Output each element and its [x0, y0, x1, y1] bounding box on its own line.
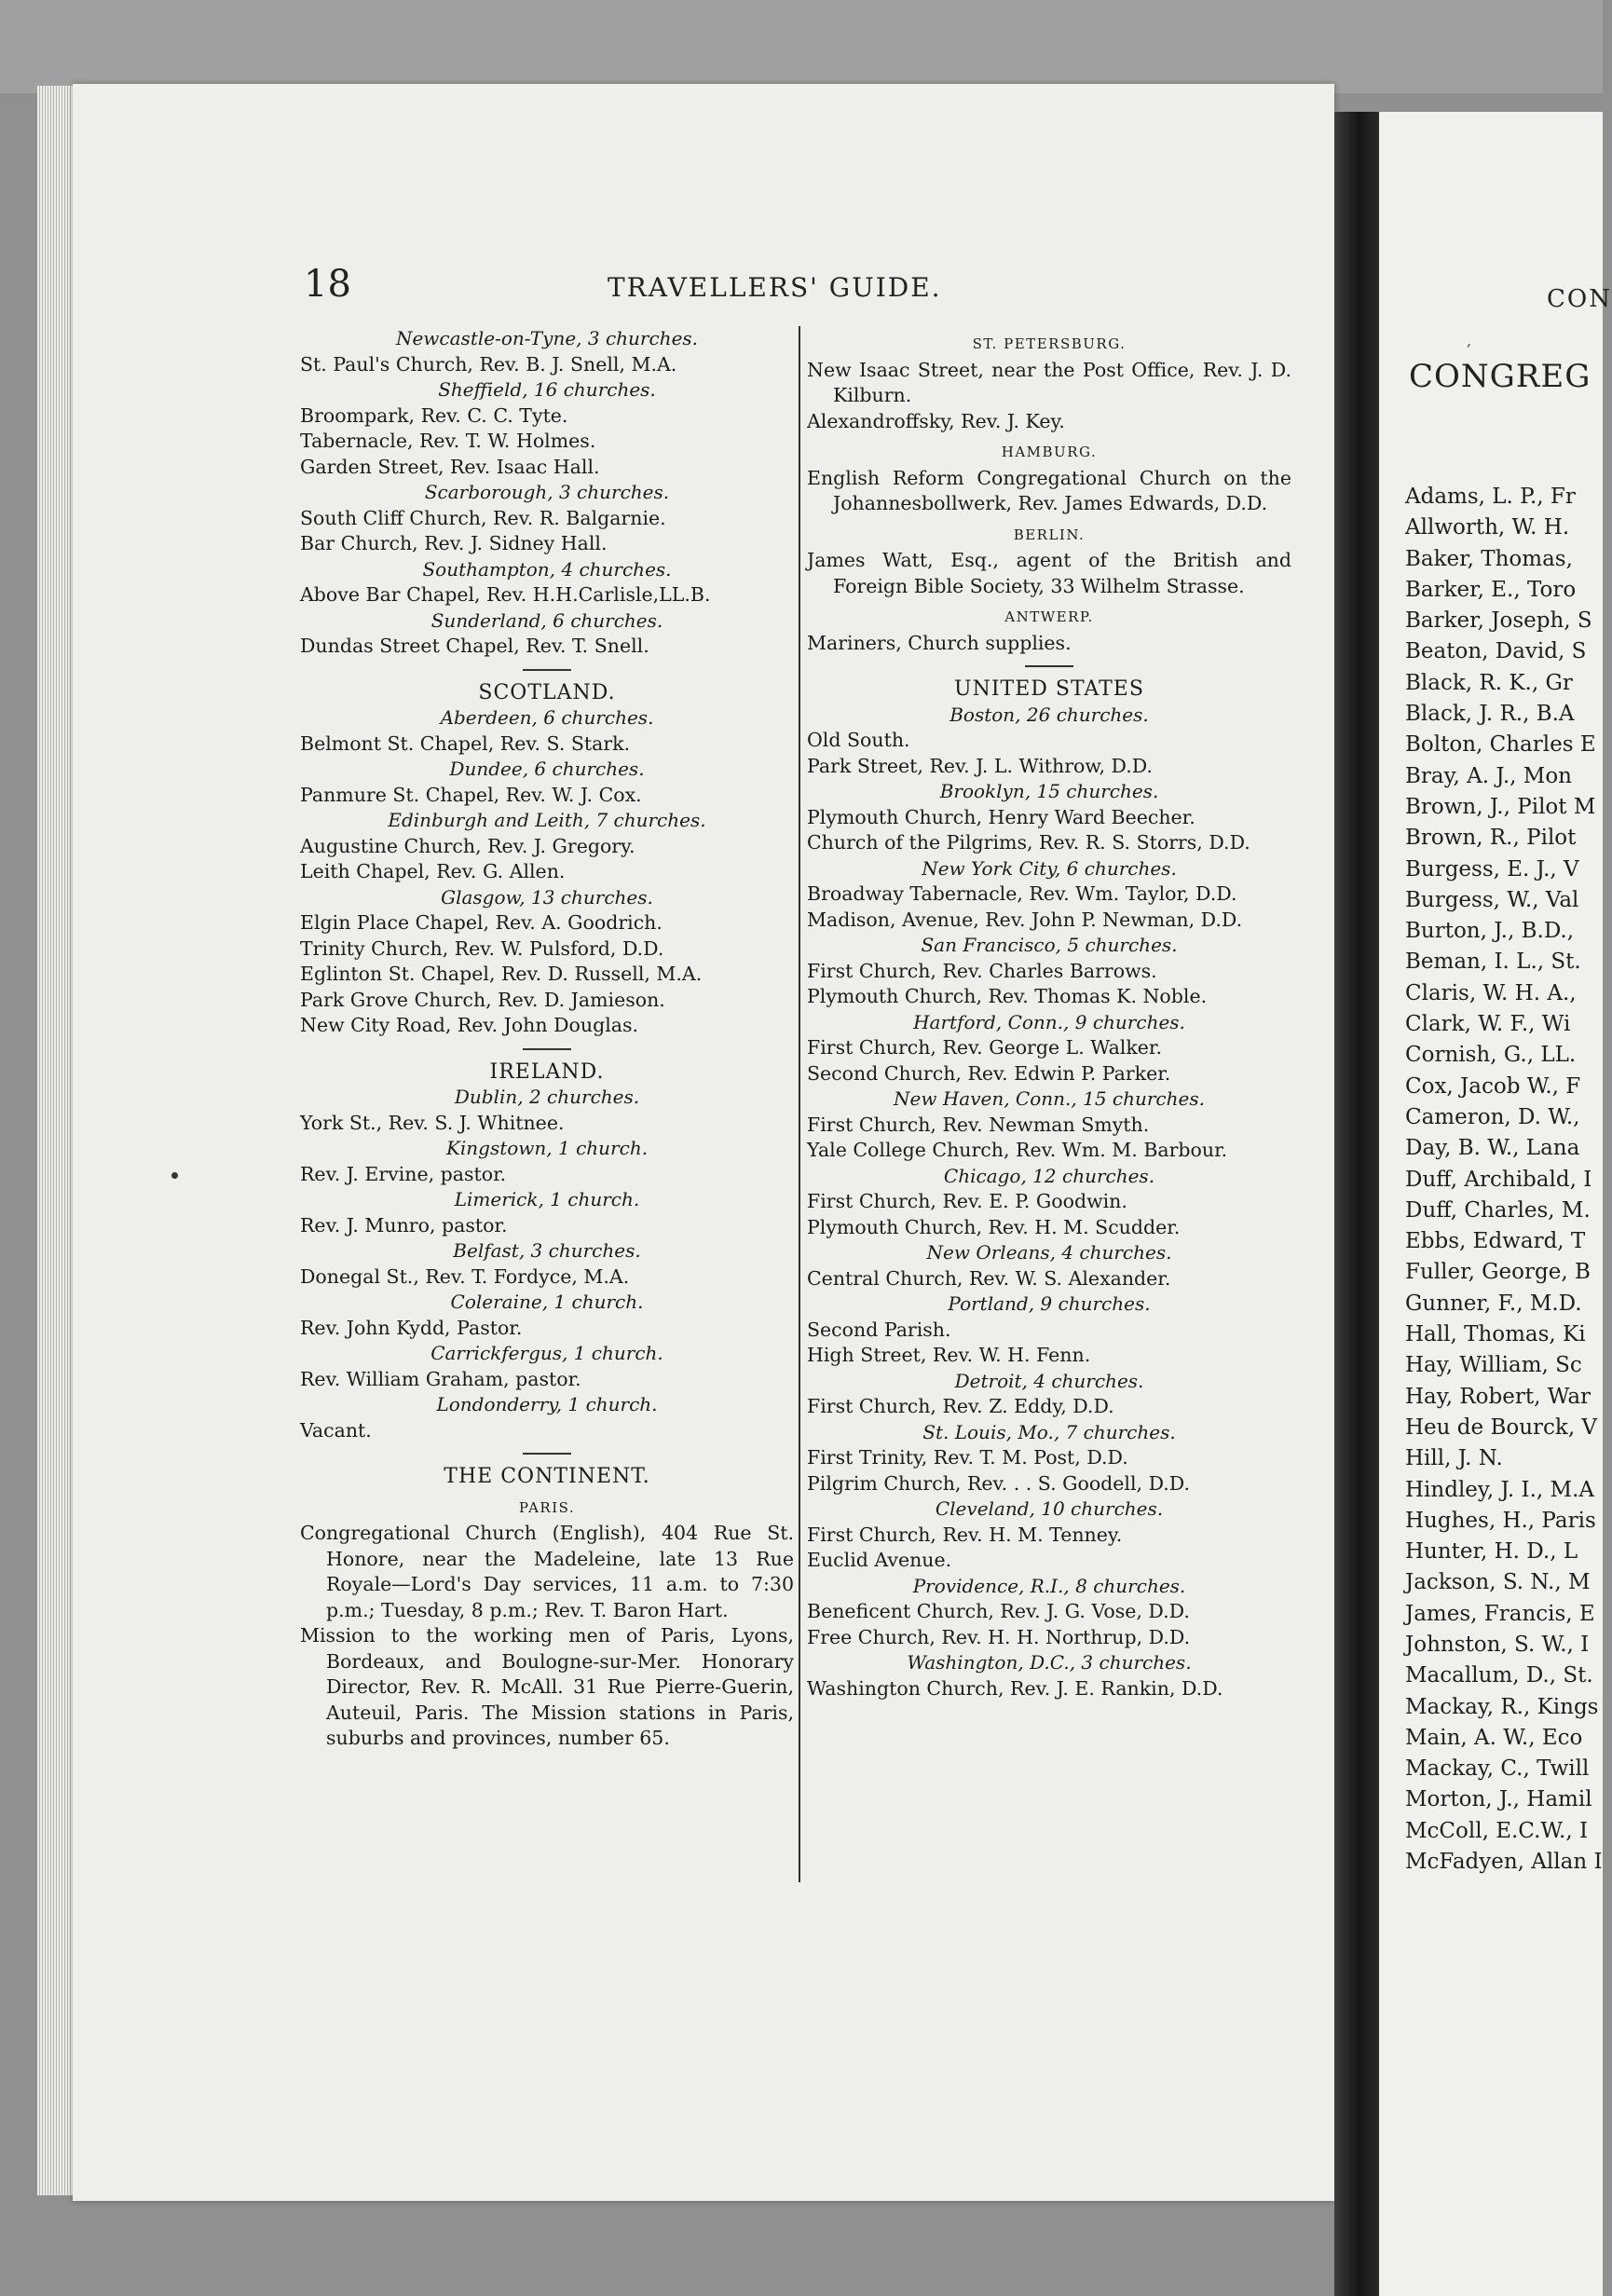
church-entry: Church of the Pilgrims, Rev. R. S. Storrs, D.D. [807, 831, 1250, 854]
city-heading: Detroit, 4 churches. [954, 1369, 1144, 1392]
church-entry: Garden Street, Rev. Isaac Hall. [300, 455, 600, 478]
church-entry: First Church, Rev. E. P. Goodwin. [807, 1190, 1127, 1212]
city-heading: Portland, 9 churches. [948, 1292, 1151, 1315]
church-entry: Eglinton St. Chapel, Rev. D. Russell, M.A. [300, 963, 703, 985]
minister-name: James, Francis, E [1405, 1601, 1595, 1626]
page-number: 18 [304, 263, 351, 306]
church-entry: Alexandroffsky, Rev. J. Key. [807, 409, 1065, 432]
minister-name: Burton, J., B.D., [1405, 919, 1575, 944]
church-entry: First Church, Rev. Charles Barrows. [807, 959, 1157, 982]
church-entry: South Cliff Church, Rev. R. Balgarnie. [300, 506, 666, 529]
ink-spot [171, 1172, 178, 1179]
section-heading: SCOTLAND. [478, 680, 616, 704]
church-entry: Elgin Place Chapel, Rev. A. Goodrich. [300, 911, 663, 934]
city-heading: Belfast, 3 churches. [453, 1239, 641, 1262]
city-subheading: ST. PETERSBURG. [972, 335, 1127, 352]
church-entry: Above Bar Chapel, Rev. H.H.Carlisle,LL.B. [300, 583, 711, 606]
minister-name: Macallum, D., St. [1405, 1663, 1593, 1688]
minister-name: Gunner, F., M.D. [1405, 1291, 1582, 1316]
section-rule [523, 669, 571, 671]
church-entry: York St., Rev. S. J. Whitnee. [300, 1111, 565, 1134]
city-subheading: PARIS. [518, 1498, 576, 1516]
minister-name: Cameron, D. W., [1405, 1104, 1580, 1129]
church-entry: Tabernacle, Rev. T. W. Holmes. [300, 430, 596, 452]
church-entry: Donegal St., Rev. T. Fordyce, M.A. [300, 1264, 630, 1288]
church-entry: Rev. J. Munro, pastor. [300, 1213, 508, 1237]
city-heading: San Francisco, 5 churches. [921, 934, 1178, 956]
minister-name: Hay, William, Sc [1405, 1353, 1582, 1378]
city-heading: Sunderland, 6 churches. [430, 608, 663, 632]
minister-name: Hunter, H. D., L [1405, 1539, 1578, 1565]
minister-name: Brown, R., Pilot [1405, 826, 1577, 851]
minister-name: Hall, Thomas, Ki [1405, 1322, 1586, 1347]
church-entry: Broadway Tabernacle, Rev. Wm. Taylor, D.D. [807, 882, 1237, 905]
minister-name: Barker, Joseph, S [1405, 608, 1592, 634]
minister-name: Allworth, W. H. [1405, 515, 1570, 540]
church-entry: St. Paul's Church, Rev. B. J. Snell, M.A. [300, 352, 677, 376]
city-heading: New York City, 6 churches. [922, 856, 1177, 880]
city-heading: Boston, 26 churches. [949, 703, 1149, 726]
minister-name: Brown, J., Pilot M [1405, 794, 1596, 819]
church-entry: Park Grove Church, Rev. D. Jamieson. [300, 988, 665, 1011]
city-heading: Cleveland, 10 churches. [935, 1497, 1164, 1520]
city-heading: Kingstown, 1 church. [445, 1137, 649, 1159]
minister-name: Ebbs, Edward, T [1405, 1229, 1586, 1254]
city-heading: Dundee, 6 churches. [449, 758, 645, 780]
city-heading: Scarborough, 3 churches. [424, 481, 670, 503]
church-entry: Yale College Church, Rev. Wm. M. Barbour. [807, 1139, 1228, 1161]
church-entry: Rev. J. Ervine, pastor. [300, 1162, 507, 1185]
minister-name: Day, B. W., Lana [1405, 1136, 1580, 1161]
minister-name: Hay, Robert, War [1405, 1384, 1592, 1409]
minister-name: Duff, Archibald, I [1405, 1167, 1592, 1192]
section-rule [1025, 665, 1073, 667]
city-heading: Southampton, 4 churches. [422, 557, 672, 581]
minister-name: Mackay, R., Kings [1405, 1694, 1599, 1719]
church-entry: Plymouth Church, Rev. Thomas K. Noble. [807, 985, 1208, 1007]
church-entry: Augustine Church, Rev. J. Gregory. [300, 834, 635, 857]
church-entry: Euclid Avenue. [807, 1549, 952, 1571]
church-entry: Central Church, Rev. W. S. Alexander. [807, 1266, 1171, 1290]
church-entry: Broompark, Rev. C. C. Tyte. [300, 403, 568, 427]
minister-name: Clark, W. F., Wi [1405, 1012, 1571, 1037]
church-entry: Washington Church, Rev. J. E. Rankin, D.D. [807, 1676, 1223, 1700]
section-heading: IRELAND. [489, 1059, 605, 1084]
city-heading: Dublin, 2 churches. [454, 1086, 640, 1108]
church-entry: James Watt, Esq., agent of the British and Foreign Bible Society, 33 Wilhelm Strasse. [807, 549, 1291, 597]
minister-name: Cornish, G., LL. [1405, 1043, 1577, 1068]
column-divider [799, 326, 800, 1882]
minister-name: Duff, Charles, M. [1405, 1197, 1591, 1223]
minister-name: Burgess, E. J., V [1405, 856, 1579, 882]
minister-name: Jackson, S. N., M [1405, 1570, 1591, 1595]
city-heading: Chicago, 12 churches. [943, 1164, 1155, 1187]
minister-name: Black, J. R., B.A [1405, 702, 1575, 727]
minister-name: Cox, Jacob W., F [1405, 1073, 1581, 1099]
minister-name: Beman, I. L., St. [1405, 950, 1581, 975]
church-entry: Belmont St. Chapel, Rev. S. Stark. [300, 731, 631, 755]
section-rule [523, 1048, 571, 1050]
minister-name: Baker, Thomas, [1405, 546, 1573, 571]
church-entry: Congregational Church (English), 404 Rue St. Honore, near the Madeleine, late 13 Rue Royale—Lord's Day services, 11 a.m. to 7:30 p.m.; Tuesday, 8 p.m.; Rev. T. Baron Hart. [300, 1522, 794, 1621]
church-entry: Dundas Street Chapel, Rev. T. Snell. [300, 635, 649, 657]
minister-name: Black, R. K., Gr [1405, 670, 1573, 695]
church-entry: First Church, Rev. Newman Smyth. [807, 1113, 1150, 1136]
city-heading: Brooklyn, 15 churches. [939, 780, 1159, 802]
church-entry: Second Parish. [807, 1318, 951, 1341]
church-entry: First Church, Rev. George L. Walker. [807, 1036, 1162, 1059]
church-entry: Second Church, Rev. Edwin P. Parker. [807, 1061, 1171, 1085]
section-heading: UNITED STATES [954, 677, 1144, 701]
minister-name: Mackay, C., Twill [1405, 1756, 1590, 1782]
church-entry: Rev. William Graham, pastor. [300, 1367, 581, 1390]
right-page-name-list [1405, 482, 1603, 1878]
minister-name: Main, A. W., Eco [1405, 1725, 1583, 1750]
church-entry: Beneficent Church, Rev. J. G. Vose, D.D. [807, 1600, 1190, 1622]
minister-name: Adams, L. P., Fr [1405, 485, 1576, 509]
book-gutter [1334, 112, 1379, 2296]
church-entry: Plymouth Church, Rev. H. M. Scudder. [807, 1215, 1181, 1238]
minister-name: Beaton, David, S [1405, 639, 1587, 664]
minister-name: Barker, E., Toro [1405, 577, 1577, 602]
church-entry: Madison, Avenue, Rev. John P. Newman, D.D. [807, 908, 1243, 931]
city-heading: Edinburgh and Leith, 7 churches. [388, 809, 706, 831]
minister-name: Morton, J., Hamil [1405, 1787, 1592, 1812]
city-heading: Carrickfergus, 1 church. [430, 1342, 663, 1364]
church-entry: Mariners, Church supplies. [807, 631, 1072, 654]
city-subheading: BERLIN. [1013, 526, 1086, 543]
city-heading: Limerick, 1 church. [454, 1188, 640, 1210]
church-entry: Vacant. [300, 1418, 372, 1442]
minister-name: Bolton, Charles E [1405, 732, 1596, 758]
minister-name: McFadyen, Allan I [1405, 1850, 1603, 1875]
church-entry: Plymouth Church, Henry Ward Beecher. [807, 805, 1195, 828]
city-heading: Sheffield, 16 churches. [438, 378, 656, 401]
church-entry: First Church, Rev. H. M. Tenney. [807, 1523, 1123, 1546]
church-entry: First Church, Rev. Z. Eddy, D.D. [807, 1395, 1114, 1417]
city-heading: New Orleans, 4 churches. [926, 1241, 1172, 1264]
city-subheading: HAMBURG. [1001, 444, 1098, 460]
minister-name: Claris, W. H. A., [1405, 980, 1577, 1005]
church-entry: Pilgrim Church, Rev. . . S. Goodell, D.D. [807, 1471, 1191, 1495]
right-page-running-head: CON [1547, 285, 1612, 313]
city-subheading: ANTWERP. [1004, 608, 1094, 625]
church-entry: Mission to the working men of Paris, Lyons, Bordeaux, and Boulogne-sur-Mer. Honorary Director, Rev. R. McAll. 31 Rue Pierre-Guerin, Auteuil, Paris. The Mission stations in Paris, suburbs and provinces, number 65. [300, 1624, 794, 1749]
church-entry: Rev. John Kydd, Pastor. [300, 1316, 523, 1339]
section-heading: THE CONTINENT. [444, 1465, 650, 1488]
minister-name: Burgess, W., Val [1405, 887, 1579, 912]
minister-name: Heu de Bourck, V [1405, 1414, 1598, 1440]
city-heading: Aberdeen, 6 churches. [440, 706, 654, 729]
minister-name: Hindley, J. I., M.A [1405, 1477, 1595, 1502]
city-heading: St. Louis, Mo., 7 churches. [922, 1420, 1176, 1443]
church-entry: Bar Church, Rev. J. Sidney Hall. [300, 532, 608, 554]
minister-name: Fuller, George, B [1405, 1260, 1591, 1285]
middle-column [807, 326, 1291, 1702]
minister-name: Hughes, H., Paris [1405, 1508, 1596, 1533]
right-page-mark: , [1467, 332, 1472, 349]
right-page-title: CONGREG [1409, 358, 1592, 395]
left-column [300, 326, 794, 1752]
church-entry: Panmure St. Chapel, Rev. W. J. Cox. [300, 783, 642, 806]
minister-name: McColl, E.C.W., I [1405, 1818, 1589, 1843]
church-entry: Free Church, Rev. H. H. Northrup, D.D. [807, 1625, 1191, 1648]
church-entry: Trinity Church, Rev. W. Pulsford, D.D. [300, 936, 664, 960]
city-heading: Newcastle-on-Tyne, 3 churches. [395, 327, 699, 349]
city-heading: Washington, D.C., 3 churches. [907, 1651, 1192, 1674]
city-heading: Glasgow, 13 churches. [441, 885, 653, 909]
church-entry: Park Street, Rev. J. L. Withrow, D.D. [807, 754, 1153, 777]
running-head: TRAVELLERS' GUIDE. [608, 272, 942, 303]
city-heading: Hartford, Conn., 9 churches. [913, 1010, 1185, 1033]
city-heading: Londonderry, 1 church. [436, 1393, 658, 1415]
church-entry: Old South. [807, 729, 910, 751]
scan-background [0, 0, 1603, 93]
city-heading: Providence, R.I., 8 churches. [912, 1574, 1186, 1597]
church-entry: New City Road, Rev. John Douglas. [300, 1014, 639, 1036]
church-entry: High Street, Rev. W. H. Fenn. [807, 1344, 1091, 1366]
minister-name: Bray, A. J., Mon [1405, 763, 1572, 788]
city-heading: Coleraine, 1 church. [450, 1291, 644, 1313]
church-entry: First Trinity, Rev. T. M. Post, D.D. [807, 1446, 1128, 1469]
church-entry: Leith Chapel, Rev. G. Allen. [300, 860, 566, 882]
section-rule [523, 1453, 571, 1455]
church-entry: English Reform Congregational Church on the Johannesbollwerk, Rev. James Edwards, D.D. [807, 466, 1291, 514]
minister-name: Hill, J. N. [1405, 1446, 1503, 1471]
church-entry: New Isaac Street, near the Post Office, Rev. J. D. Kilburn. [807, 358, 1291, 406]
city-heading: New Haven, Conn., 15 churches. [894, 1087, 1205, 1110]
minister-name: Johnston, S. W., I [1405, 1632, 1590, 1657]
